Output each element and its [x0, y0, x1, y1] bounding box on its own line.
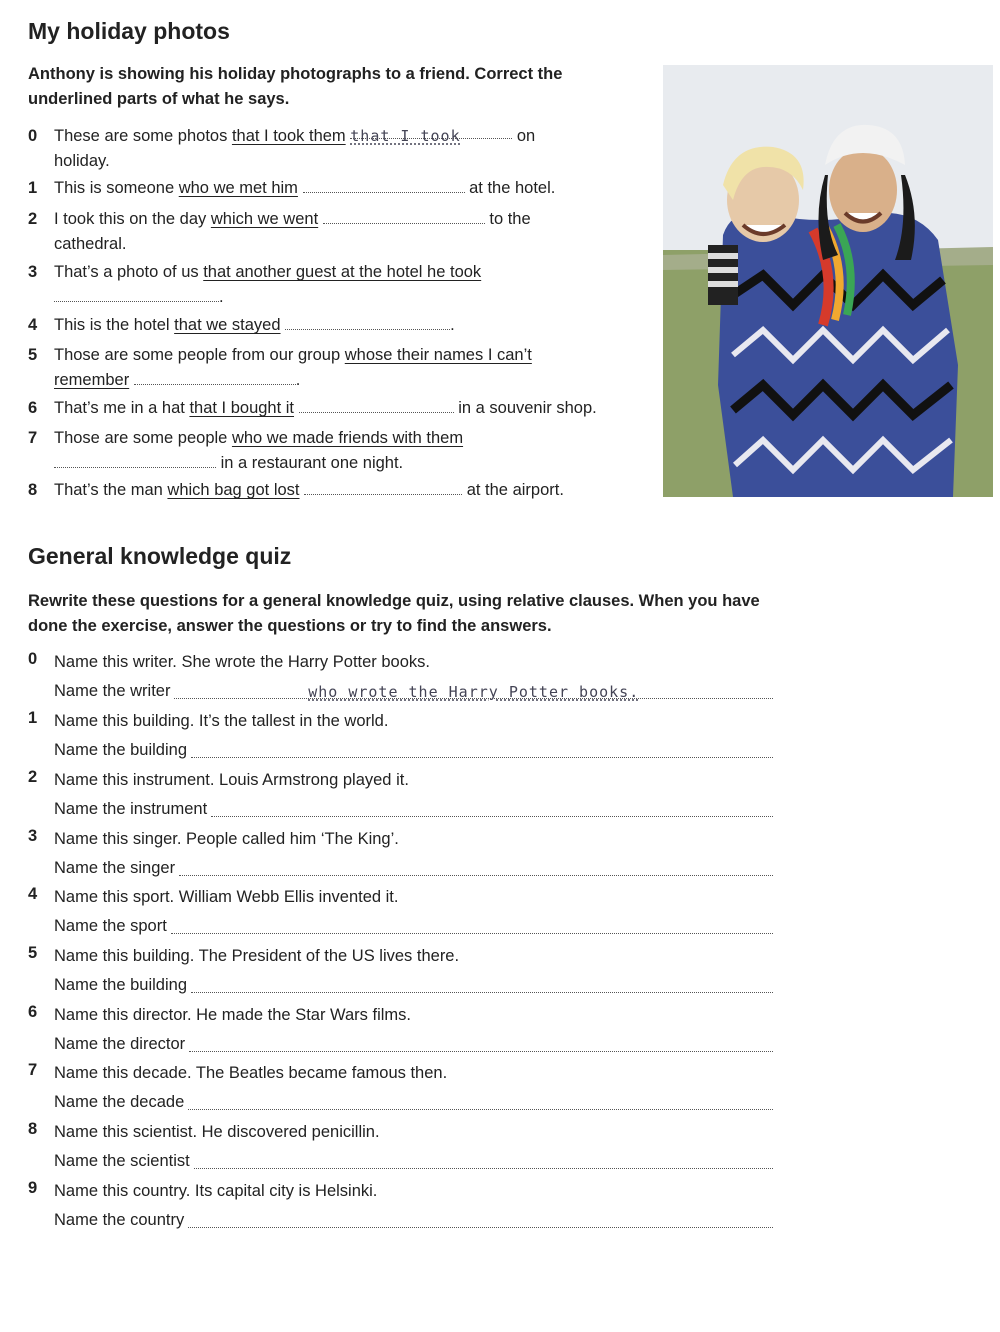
item-number: 3: [28, 263, 38, 281]
quiz-question: Name this building. It’s the tallest in the world.: [54, 712, 389, 730]
answer-blank[interactable]: [174, 680, 773, 699]
sample-answer: that I took: [350, 127, 461, 145]
item-number: 3: [28, 827, 38, 845]
quiz-prompt: Name the singer: [54, 859, 176, 877]
exercise-item: [28, 207, 643, 257]
item-text: at the airport.: [466, 481, 564, 499]
item-text: at the hotel.: [469, 179, 556, 197]
quiz-question: Name this country. Its capital city is Helsinki.: [54, 1182, 378, 1200]
item-number: 6: [28, 1003, 38, 1021]
exercise-instructions: Anthony is showing his holiday photographs to a friend. Correct the underlined parts of what he says.: [28, 65, 563, 108]
item-text: in a souvenir shop.: [458, 399, 597, 417]
section-title: General knowledge quiz: [28, 543, 292, 569]
answer-blank[interactable]: [323, 209, 485, 224]
answer-blank[interactable]: [188, 1209, 773, 1228]
quiz-item: [28, 1061, 773, 1115]
quiz-question: Name this instrument. Louis Armstrong played it.: [54, 771, 409, 789]
item-text: on: [516, 127, 536, 145]
item-number: 5: [28, 944, 38, 962]
item-number: 1: [28, 709, 38, 727]
item-number: 7: [28, 429, 38, 447]
quiz-prompt: Name the building: [54, 976, 187, 994]
item-text: That’s the man: [54, 481, 168, 499]
quiz-item: [28, 1179, 773, 1233]
item-text: Those are some people: [54, 429, 232, 447]
item-number: 4: [28, 885, 38, 903]
underlined-phrase: that I bought it: [189, 399, 295, 417]
item-number: 9: [28, 1179, 38, 1197]
item-text: .: [219, 288, 224, 306]
quiz-item: [28, 650, 773, 704]
item-text: holiday.: [54, 152, 110, 170]
quiz-item: [28, 944, 773, 998]
answer-blank[interactable]: [189, 1033, 773, 1052]
quiz-question: Name this sport. William Webb Ellis invented it.: [54, 888, 399, 906]
exercise-item: [28, 426, 643, 476]
holiday-photo: [663, 65, 993, 497]
item-number: 7: [28, 1061, 38, 1079]
exercise-item: [28, 124, 643, 174]
item-number: 0: [28, 650, 38, 668]
quiz-prompt: Name the director: [54, 1035, 186, 1053]
quiz-item: [28, 1120, 773, 1174]
quiz-prompt: Name the instrument: [54, 800, 208, 818]
answer-blank[interactable]: [211, 798, 773, 817]
item-text: These are some photos: [54, 127, 232, 145]
item-number: 5: [28, 346, 38, 364]
underlined-phrase: which we went: [210, 210, 319, 228]
quiz-item: [28, 885, 773, 939]
quiz-prompt: Name the building: [54, 741, 187, 759]
item-number: 0: [28, 127, 38, 145]
quiz-prompt: Name the decade: [54, 1093, 185, 1111]
answer-blank[interactable]: [188, 1091, 773, 1110]
item-text: I took this on the day: [54, 210, 211, 228]
item-number: 6: [28, 399, 38, 417]
item-text: This is the hotel: [54, 316, 175, 334]
quiz-prompt: Name the country: [54, 1211, 185, 1229]
underlined-phrase: remember: [54, 371, 130, 389]
answer-blank[interactable]: [171, 915, 773, 934]
quiz-question: Name this director. He made the Star Wars films.: [54, 1006, 411, 1024]
answer-blank[interactable]: [134, 370, 296, 385]
exercise-item: [28, 176, 643, 201]
underlined-phrase: that another guest at the hotel he took: [203, 263, 482, 281]
item-text: Those are some people from our group: [54, 346, 345, 364]
answer-blank[interactable]: [54, 287, 219, 302]
answer-blank[interactable]: [350, 124, 512, 145]
quiz-question: Name this singer. People called him ‘The King’.: [54, 830, 399, 848]
quiz-question: Name this decade. The Beatles became famous then.: [54, 1064, 448, 1082]
underlined-phrase: whose their names I can’t: [344, 346, 532, 364]
quiz-question: Name this writer. She wrote the Harry Potter books.: [54, 653, 430, 671]
quiz-instructions: Rewrite these questions for a general knowledge quiz, using relative clauses. When you have done the exercise, answer the questions or try to find the answers.: [28, 592, 760, 635]
sample-answer: who wrote the Harry Potter books.: [308, 683, 640, 701]
exercise-item: [28, 313, 643, 338]
quiz-question: Name this scientist. He discovered penicillin.: [54, 1123, 380, 1141]
item-text: That’s me in a hat: [54, 399, 190, 417]
page-title: My holiday photos: [28, 18, 230, 44]
item-text: This is someone: [54, 179, 179, 197]
answer-blank[interactable]: [194, 1150, 773, 1169]
quiz-prompt: Name the scientist: [54, 1152, 190, 1170]
answer-blank[interactable]: [191, 974, 773, 993]
answer-blank[interactable]: [299, 398, 454, 413]
item-text: in a restaurant one night.: [220, 454, 404, 472]
answer-blank[interactable]: [285, 315, 450, 330]
answer-blank[interactable]: [191, 739, 773, 758]
item-text: That’s a photo of us: [54, 263, 204, 281]
item-number: 2: [28, 768, 38, 786]
underlined-phrase: that I took them: [231, 127, 346, 145]
item-text: .: [295, 371, 301, 389]
exercise-item: [28, 478, 643, 503]
quiz-question: Name this building. The President of the US lives there.: [54, 947, 460, 965]
quiz-prompt: Name the sport: [54, 917, 167, 935]
item-text: cathedral.: [54, 235, 127, 253]
underlined-phrase: which bag got lost: [167, 481, 300, 499]
quiz-item: [28, 768, 773, 822]
item-number: 8: [28, 1120, 38, 1138]
item-number: 4: [28, 316, 38, 334]
underlined-phrase: that we stayed: [174, 316, 281, 334]
item-text: .: [450, 316, 455, 334]
underlined-phrase: who we made friends with them: [231, 429, 464, 447]
answer-blank[interactable]: [54, 453, 216, 468]
exercise-item: [28, 396, 643, 421]
answer-blank[interactable]: [179, 857, 773, 876]
answer-blank[interactable]: [304, 480, 462, 495]
quiz-item: [28, 827, 773, 881]
underlined-phrase: who we met him: [178, 179, 298, 197]
quiz-prompt: Name the writer: [54, 682, 171, 700]
item-number: 1: [28, 179, 38, 197]
answer-blank[interactable]: [303, 178, 465, 193]
item-number: 8: [28, 481, 38, 499]
item-number: 2: [28, 210, 38, 228]
quiz-item: [28, 1003, 773, 1057]
exercise-item: [28, 260, 643, 310]
two-friends-blanket-image: [663, 65, 993, 497]
quiz-item: [28, 709, 773, 763]
item-text: to the: [489, 210, 531, 228]
exercise-item: [28, 343, 643, 393]
